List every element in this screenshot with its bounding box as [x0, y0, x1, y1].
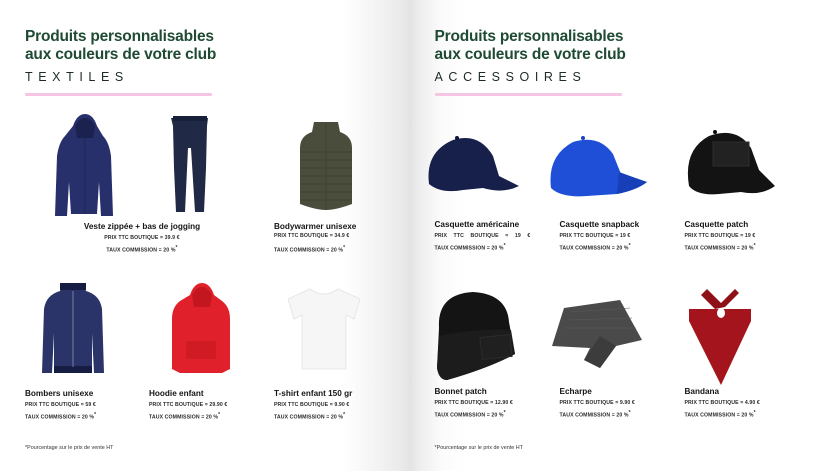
product-bodywarmer[interactable]: Bodywarmer unisexe PRIX TTC BOUTIQUE = 34.9 € TAUX COMMISSION = 20 %* [274, 222, 357, 254]
bandana-image [685, 285, 755, 387]
bomber-image [40, 283, 106, 379]
product-casquette-snapback[interactable]: Casquette snapback PRIX TTC BOUTIQUE = 19 € TAUX COMMISSION = 20 %* [559, 220, 640, 252]
product-bandana[interactable]: Bandana PRIX TTC BOUTIQUE = 4.90 € TAUX COMMISSION = 20 %* [684, 387, 760, 419]
section-title: ACCESSOIRES [434, 70, 587, 84]
product-echarpe[interactable]: Echarpe PRIX TTC BOUTIQUE = 9.90 € TAUX COMMISSION = 20 %* [559, 387, 635, 419]
page-header [435, 28, 626, 96]
section-underline [435, 93, 622, 96]
product-casquette-americaine[interactable]: Casquette américaine PRIX TTC BOUTIQUE = 19 € TAUX COMMISSION = 20 %* [434, 220, 531, 252]
snapback-image [547, 134, 647, 200]
product-veste-jogging[interactable]: Veste zippée + bas de jogging PRIX TTC BOUTIQUE = 39.9 € TAUX COMMISSION = 20 %* [83, 222, 201, 254]
product-hoodie-enfant[interactable]: Hoodie enfant PRIX TTC BOUTIQUE = 29.90 € TAUX COMMISSION = 20 %* [149, 389, 228, 421]
bodywarmer-image [296, 118, 356, 218]
tshirt-image [284, 285, 364, 373]
hoodie-jogging-image [45, 112, 215, 220]
footnote: *Pourcentage sur le prix de vente HT [434, 445, 523, 451]
section-underline [25, 93, 212, 96]
navy-cap-image [423, 132, 519, 202]
patch-cap-image [683, 126, 779, 206]
product-bonnet-patch[interactable]: Bonnet patch PRIX TTC BOUTIQUE = 12.90 € TAUX COMMISSION = 20 %* [434, 387, 513, 419]
product-casquette-patch[interactable]: Casquette patch PRIX TTC BOUTIQUE = 19 € TAUX COMMISSION = 20 %* [684, 220, 756, 252]
accessories-page [409, 0, 817, 471]
scarf-image [550, 298, 646, 372]
section-title: TEXTILES [25, 70, 129, 84]
page-title: Produits personnalisables aux couleurs de votre club [25, 28, 217, 63]
red-hoodie-image [168, 283, 234, 377]
footnote: *Pourcentage sur le prix de vente HT [25, 445, 114, 451]
page-header [25, 28, 216, 96]
beanie-image [429, 288, 521, 384]
product-bombers[interactable]: Bombers unisexe PRIX TTC BOUTIQUE = 59 € TAUX COMMISSION = 20 %* [25, 389, 97, 421]
page-title: Produits personnalisables aux couleurs de votre club [434, 28, 626, 63]
product-tshirt-enfant[interactable]: T-shirt enfant 150 gr PRIX TTC BOUTIQUE = 9.90 € TAUX COMMISSION = 20 %* [274, 389, 353, 421]
